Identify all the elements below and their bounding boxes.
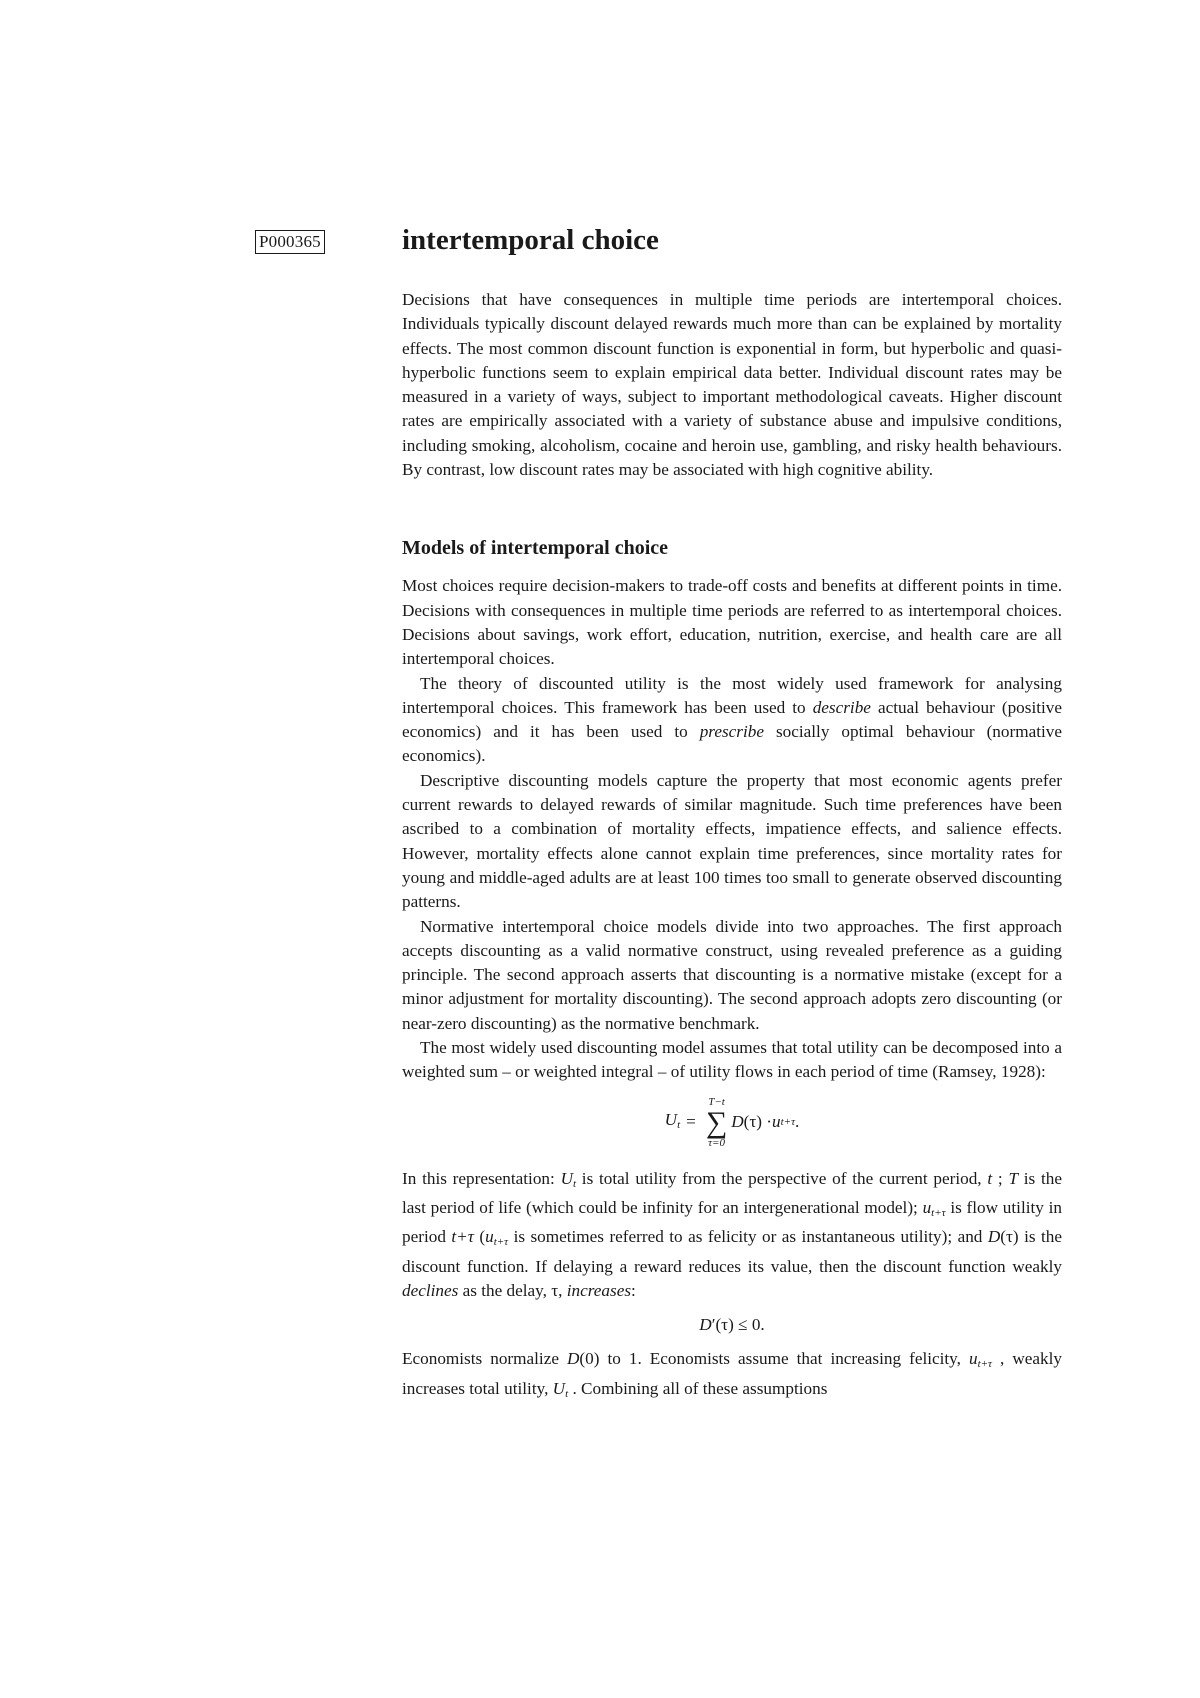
eq-var-D: D bbox=[699, 1315, 712, 1335]
eq-var-U: U bbox=[664, 1109, 678, 1129]
sum-upper-limit: T−t bbox=[708, 1095, 725, 1108]
eq-equals: = bbox=[686, 1112, 696, 1132]
eq-sub-t-tau: t+τ bbox=[780, 1116, 796, 1129]
abstract-paragraph: Decisions that have consequences in multiple time periods are intertemporal choices. Individuals typically discount delayed rewards much more than can be explained by mortality effects. The most common discount function is exponential in form, but hyperbolic and quasi-hyperbolic functions seem to explain empirical data better. Individual discount rates may be measured in a variety of ways, subject to important methodological caveats. Higher discount rates are empirically associated with a variety of substance abuse and impulsive conditions, including smoking, alcoholism, cocaine and heroin use, gambling, and risky health behaviours. By contrast, low discount rates may be associated with high cognitive ability. bbox=[402, 290, 1062, 480]
article-id-tag: P000365 bbox=[255, 230, 325, 254]
equation-discount-derivative bbox=[402, 1313, 1062, 1337]
emphasis-declines: declines bbox=[402, 1280, 459, 1300]
emphasis-prescribe: prescribe bbox=[699, 722, 764, 742]
math-var: D bbox=[566, 1349, 580, 1369]
text-run: The theory of discounted utility is the most widely used framework for analysing intertemporal choices. This framework has been used to bbox=[402, 673, 1062, 717]
math-sub: t+τ bbox=[977, 1358, 992, 1371]
section-heading: Models of intertemporal choice bbox=[402, 537, 669, 560]
math-var: T bbox=[1008, 1168, 1019, 1188]
body-paragraph-3: Descriptive discounting models capture the property that most economic agents prefer current rewards to delayed rewards of similar magnitude. Such time preferences have been ascribed to a combination of mortality effects, impatience effects, and salience effects. However, mortality effects alone cannot explain time preferences, since mortality rates for young and middle-aged adults are at least 100 times too small to generate observed discounting patterns. bbox=[402, 770, 1062, 912]
text-run: ( bbox=[473, 1227, 486, 1247]
text-run: is flow utility in period bbox=[402, 1197, 1062, 1247]
text-run: : bbox=[631, 1280, 636, 1300]
text-run: as the delay, τ, bbox=[458, 1280, 567, 1300]
math-sub: t+τ bbox=[493, 1236, 509, 1249]
math-var: D bbox=[987, 1227, 1001, 1247]
text-run: ; bbox=[992, 1168, 1009, 1188]
text-run: actual behaviour (positive economics) and it has been used to bbox=[402, 697, 1062, 742]
math-sub: t bbox=[565, 1387, 569, 1400]
eq-var-D: D bbox=[731, 1112, 744, 1132]
eq-var-u: u bbox=[772, 1112, 781, 1132]
math-var: t bbox=[987, 1168, 993, 1188]
math-var: u bbox=[485, 1227, 494, 1247]
text-run: is total utility from the perspective of the current period, bbox=[576, 1168, 988, 1188]
eq-rest: ′(τ) ≤ 0. bbox=[711, 1315, 765, 1335]
equation-total-utility bbox=[402, 1097, 1062, 1159]
sum-lower-limit: τ=0 bbox=[708, 1136, 725, 1149]
math-var: t+τ bbox=[451, 1227, 474, 1247]
math-var: u bbox=[968, 1349, 978, 1369]
math-var: u bbox=[922, 1197, 932, 1217]
eq-period: . bbox=[795, 1112, 800, 1132]
text-run: In this representation: bbox=[402, 1168, 561, 1188]
math-var: U bbox=[552, 1378, 566, 1398]
math-sub: t+τ bbox=[931, 1206, 946, 1219]
body-paragraph-7 bbox=[402, 1347, 1062, 1406]
body-paragraph-2 bbox=[402, 672, 1062, 769]
body-paragraph-1: Most choices require decision-makers to trade-off costs and benefits at different points in time. Decisions with consequences in multiple time periods are referred to as intertemporal choices. Decisions about savings, work effort, education, nutrition, exercise, and health care are all intertemporal choices. bbox=[402, 576, 1062, 669]
article-body bbox=[402, 288, 1062, 1406]
math-var: U bbox=[560, 1168, 573, 1188]
emphasis-describe: describe bbox=[812, 697, 871, 717]
emphasis-increases: increases bbox=[566, 1280, 632, 1300]
text-run: socially optimal behaviour (normative economics). bbox=[402, 722, 1062, 766]
text-run: is the last period of life (which could be infinity for an intergenerational model); bbox=[402, 1168, 1062, 1217]
text-run: . Combining all of these assumptions bbox=[568, 1378, 828, 1398]
body-paragraph-4: Normative intertemporal choice models divide into two approaches. The first approach accepts discounting as a valid normative construct, using revealed preference as a guiding principle. The second approach asserts that discounting is a normative mistake (except for a minor adjustment for mortality discounting). The second approach adopts zero discounting (or near-zero discounting) as the normative benchmark. bbox=[402, 916, 1062, 1033]
text-run: , weakly increases total utility, bbox=[402, 1349, 1062, 1398]
article-title: intertemporal choice bbox=[402, 224, 659, 256]
body-paragraph-6 bbox=[402, 1167, 1062, 1303]
math-sub: t bbox=[572, 1177, 577, 1190]
summation bbox=[706, 1097, 727, 1149]
text-run: (τ) is the discount function. If delaying a reward reduces its value, then the discount function weakly bbox=[402, 1227, 1062, 1276]
eq-arg: (τ) · bbox=[743, 1112, 773, 1132]
sigma-symbol: ∑ bbox=[705, 1105, 728, 1139]
text-run: (0) to 1. Economists assume that increasing felicity, bbox=[579, 1349, 969, 1369]
eq-lhs bbox=[665, 1108, 680, 1137]
eq-sub-t: t bbox=[677, 1118, 681, 1131]
text-run: Economists normalize bbox=[402, 1349, 567, 1369]
text-run: is sometimes referred to as felicity or as instantaneous utility); and bbox=[508, 1227, 988, 1247]
body-paragraph-5: The most widely used discounting model assumes that total utility can be decomposed into a weighted sum – or weighted integral – of utility flows in each period of time (Ramsey, 1928): bbox=[402, 1038, 1062, 1082]
